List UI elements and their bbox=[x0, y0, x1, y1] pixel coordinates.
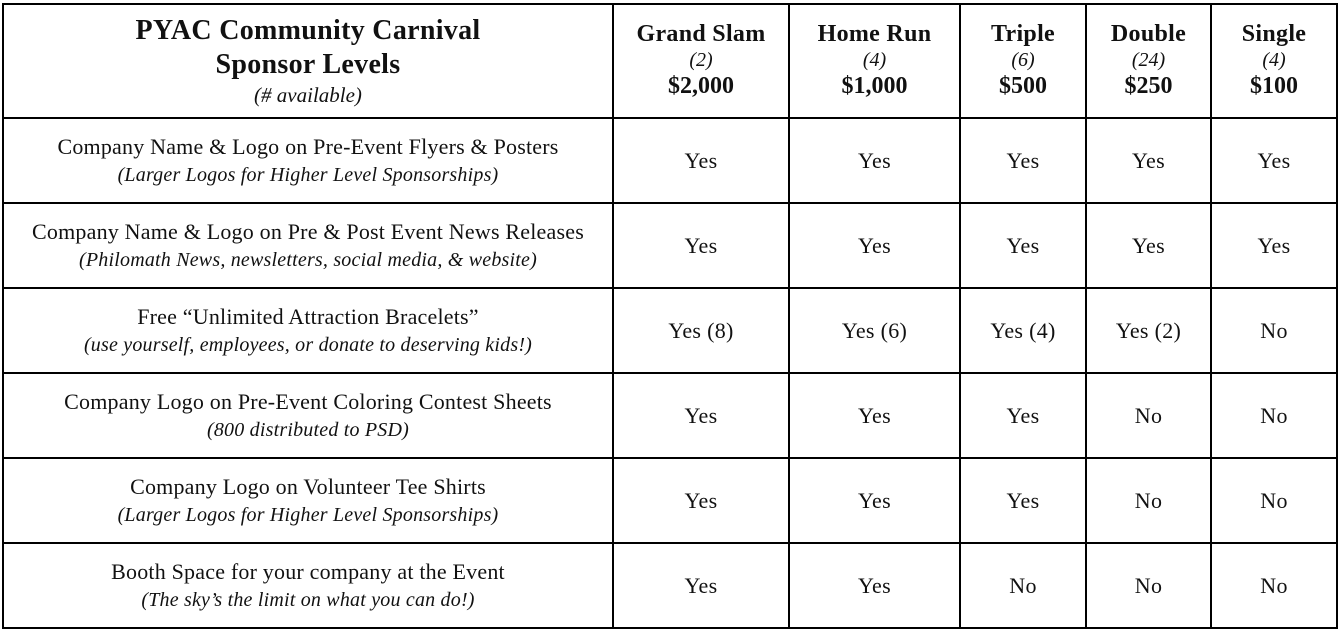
cell-value: Yes bbox=[858, 232, 891, 258]
table-row-coloring-contest bbox=[3, 373, 1337, 458]
benefit-note: (use yourself, employees, or donate to deserving kids!) bbox=[83, 333, 533, 356]
column-header-triple bbox=[960, 4, 1086, 118]
column-name: Single bbox=[1241, 20, 1307, 47]
value-cell bbox=[1086, 543, 1211, 628]
value-cell bbox=[789, 203, 960, 288]
cell-value: Yes bbox=[1006, 147, 1040, 173]
value-cell bbox=[1086, 458, 1211, 543]
benefit-text: Company Name & Logo on Pre & Post Event News Releases bbox=[32, 219, 584, 245]
table-row-attraction-bracelets bbox=[3, 288, 1337, 373]
cell-value: Yes bbox=[1006, 232, 1040, 258]
column-header-double bbox=[1086, 4, 1211, 118]
cell-value: Yes (8) bbox=[668, 317, 734, 343]
cell-value: Yes bbox=[858, 572, 891, 598]
column-available-count: (24) bbox=[1131, 49, 1166, 72]
benefit-note: (Larger Logos for Higher Level Sponsorships) bbox=[117, 163, 499, 186]
cell-value: Yes bbox=[1257, 232, 1291, 258]
value-cell bbox=[1086, 203, 1211, 288]
cell-value: Yes bbox=[1132, 232, 1165, 258]
value-cell bbox=[1211, 373, 1337, 458]
value-cell bbox=[1086, 288, 1211, 373]
benefit-cell bbox=[3, 543, 613, 628]
value-cell bbox=[1211, 458, 1337, 543]
column-price: $1,000 bbox=[841, 73, 908, 100]
benefit-note: (Larger Logos for Higher Level Sponsorships) bbox=[117, 503, 499, 526]
column-header-single bbox=[1211, 4, 1337, 118]
cell-value: Yes bbox=[684, 147, 718, 173]
value-cell bbox=[789, 118, 960, 203]
table-title-cell bbox=[3, 4, 613, 118]
cell-value: No bbox=[1134, 572, 1163, 598]
value-cell bbox=[1211, 288, 1337, 373]
column-available-count: (4) bbox=[862, 49, 887, 72]
table-title-line1: PYAC Community Carnival bbox=[135, 14, 481, 46]
column-name: Double bbox=[1110, 20, 1187, 47]
cell-value: Yes bbox=[858, 487, 891, 513]
cell-value: No bbox=[1134, 487, 1163, 513]
benefit-cell bbox=[3, 373, 613, 458]
cell-value: Yes bbox=[684, 572, 718, 598]
cell-value: No bbox=[1260, 487, 1288, 513]
cell-value: Yes (4) bbox=[990, 317, 1056, 343]
benefit-note: (The sky’s the limit on what you can do!) bbox=[141, 588, 475, 611]
cell-value: Yes bbox=[1006, 402, 1040, 428]
value-cell bbox=[789, 288, 960, 373]
benefit-cell bbox=[3, 288, 613, 373]
value-cell bbox=[1086, 373, 1211, 458]
value-cell bbox=[613, 543, 789, 628]
cell-value: No bbox=[1009, 572, 1037, 598]
column-price: $100 bbox=[1250, 73, 1298, 100]
value-cell bbox=[960, 458, 1086, 543]
value-cell bbox=[613, 118, 789, 203]
value-cell bbox=[613, 373, 789, 458]
benefit-text: Free “Unlimited Attraction Bracelets” bbox=[137, 304, 479, 330]
value-cell bbox=[960, 203, 1086, 288]
cell-value: Yes (6) bbox=[841, 317, 908, 343]
value-cell bbox=[960, 373, 1086, 458]
column-available-count: (2) bbox=[689, 49, 713, 72]
sponsor-levels-table bbox=[2, 3, 1338, 629]
cell-value: Yes bbox=[1006, 487, 1040, 513]
header-row bbox=[3, 4, 1337, 118]
cell-value: No bbox=[1260, 402, 1288, 428]
value-cell bbox=[1211, 118, 1337, 203]
cell-value: Yes bbox=[684, 487, 718, 513]
value-cell bbox=[789, 373, 960, 458]
table-row-booth-space bbox=[3, 543, 1337, 628]
column-available-count: (4) bbox=[1262, 49, 1286, 72]
value-cell bbox=[613, 458, 789, 543]
cell-value: Yes bbox=[1132, 147, 1165, 173]
value-cell bbox=[1086, 118, 1211, 203]
cell-value: No bbox=[1134, 402, 1163, 428]
benefit-text: Booth Space for your company at the Event bbox=[111, 559, 505, 585]
value-cell bbox=[789, 458, 960, 543]
column-price: $500 bbox=[999, 73, 1047, 100]
value-cell bbox=[613, 203, 789, 288]
cell-value: Yes bbox=[858, 147, 891, 173]
column-name: Home Run bbox=[817, 20, 932, 47]
benefit-cell bbox=[3, 458, 613, 543]
table-row-tee-shirts bbox=[3, 458, 1337, 543]
column-header-home-run bbox=[789, 4, 960, 118]
table-row-flyers-posters bbox=[3, 118, 1337, 203]
cell-value: Yes (2) bbox=[1115, 317, 1182, 343]
benefit-text: Company Logo on Volunteer Tee Shirts bbox=[130, 474, 486, 500]
value-cell bbox=[1211, 543, 1337, 628]
table-row-news-releases bbox=[3, 203, 1337, 288]
column-name: Grand Slam bbox=[636, 20, 766, 47]
cell-value: Yes bbox=[684, 402, 718, 428]
table-availability-note: (# available) bbox=[254, 83, 362, 108]
benefit-cell bbox=[3, 118, 613, 203]
cell-value: No bbox=[1260, 317, 1288, 343]
value-cell bbox=[960, 543, 1086, 628]
column-available-count: (6) bbox=[1011, 49, 1035, 72]
cell-value: Yes bbox=[684, 232, 718, 258]
table-title-line2: Sponsor Levels bbox=[215, 48, 401, 80]
cell-value: Yes bbox=[858, 402, 891, 428]
benefit-text: Company Logo on Pre-Event Coloring Contest Sheets bbox=[64, 389, 552, 415]
benefit-note: (800 distributed to PSD) bbox=[206, 418, 409, 441]
column-price: $2,000 bbox=[668, 73, 734, 100]
benefit-cell bbox=[3, 203, 613, 288]
cell-value: No bbox=[1260, 572, 1288, 598]
column-header-grand-slam bbox=[613, 4, 789, 118]
benefit-text: Company Name & Logo on Pre-Event Flyers & Posters bbox=[57, 134, 559, 160]
value-cell bbox=[960, 288, 1086, 373]
cell-value: Yes bbox=[1257, 147, 1291, 173]
value-cell bbox=[789, 543, 960, 628]
benefit-note: (Philomath News, newsletters, social media, & website) bbox=[79, 248, 537, 271]
column-price: $250 bbox=[1124, 73, 1173, 100]
value-cell bbox=[1211, 203, 1337, 288]
value-cell bbox=[613, 288, 789, 373]
value-cell bbox=[960, 118, 1086, 203]
column-name: Triple bbox=[990, 20, 1055, 47]
